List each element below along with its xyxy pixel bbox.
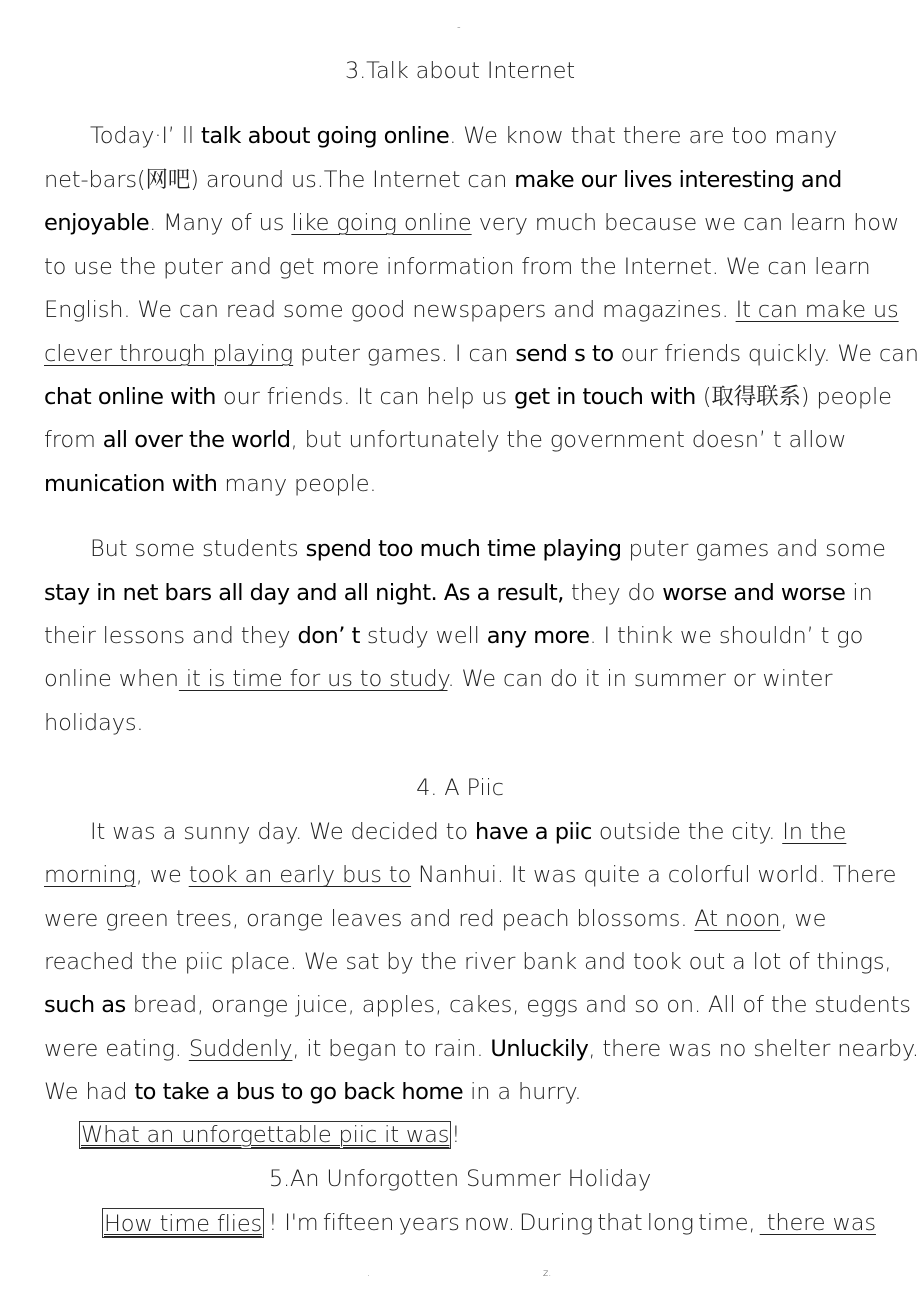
paragraph-line: It was a sunny day. We decided to have a piic outside the city. In the (90, 819, 847, 845)
underlined-phrase: It can make us (735, 297, 899, 323)
boxed-phrase: What an unforgettable piic it was (81, 1122, 450, 1148)
key-phrase: talk about going online (201, 123, 450, 149)
paragraph-line: from all over the world, but unfortunately the government doesn’ t allow (44, 427, 847, 453)
paragraph-line: Today·I’ ll talk about going online. We know that there are too many (90, 123, 838, 149)
key-phrase: get in touch with (514, 384, 696, 410)
key-phrase: munication with (44, 471, 218, 497)
key-phrase: any more (486, 623, 590, 649)
paragraph-line: their lessons and they don’ t study well any more. I think we shouldn’ t go (44, 623, 864, 649)
underlined-phrase: In the (782, 819, 847, 845)
paragraph-line: We had to take a bus to go back home in a hurry. (44, 1079, 582, 1105)
key-phrase: stay in net bars all day and all night (44, 580, 431, 606)
paragraph-line: But some students spend too much time playing puter games and some (90, 536, 886, 562)
paragraph-line: chat online with our friends. It can help us get in touch with (取得联系) people (44, 384, 892, 410)
key-phrase: make our lives interesting and (514, 167, 842, 193)
paragraph-line: online when it is time for us to study. We can do it in summer or winter (44, 666, 833, 692)
paragraph-line: net-bars(网吧) around us.The Internet can make our lives interesting and (44, 167, 842, 193)
boxed-phrase: How time flies (102, 1208, 264, 1238)
underlined-phrase: At noon (694, 906, 781, 932)
key-phrase: Unluckily (490, 1036, 589, 1062)
paragraph-line: morning, we took an early bus to Nanhui. It was quite a colorful world. There (44, 862, 897, 888)
key-phrase: to take a bus to go back home (134, 1079, 464, 1105)
paragraph-line: How time flies ! I'm fifteen years now. During that long time, there was (104, 1210, 876, 1237)
paragraph-line: reached the piic place. We sat by the river bank and took out a lot of things, (44, 949, 892, 975)
paragraph-line: were eating. Suddenly, it began to rain. Unluckily, there was no shelter nearby. (44, 1036, 919, 1062)
paragraph-line: holidays. (44, 710, 144, 736)
key-phrase: As a result, (443, 580, 564, 606)
section-title-internet: 3.Talk about Internet (345, 58, 575, 84)
key-phrase: don’ t (297, 623, 360, 649)
key-phrase: have a piic (474, 819, 592, 845)
key-phrase: worse and worse (662, 580, 846, 606)
paragraph-line: enjoyable. Many of us like going online very much because we can learn how (44, 210, 900, 236)
underlined-phrase: it is time for us to study (178, 666, 448, 692)
underlined-phrase: clever through playing (44, 341, 294, 367)
paragraph-line: English. We can read some good newspapers and magazines. It can make us (44, 297, 899, 323)
paragraph-line: were green trees, orange leaves and red peach blossoms. At noon, we (44, 906, 827, 932)
paragraph-line: to use the puter and get more information from the Internet. We can learn (44, 254, 871, 280)
underlined-phrase: there was (759, 1210, 876, 1236)
key-phrase: send s to (515, 341, 614, 367)
underlined-phrase: Suddenly (188, 1036, 293, 1062)
header-mark: - (457, 22, 461, 33)
underlined-phrase: like going online (291, 210, 472, 236)
key-phrase: such as (44, 992, 126, 1018)
section-title-picnic: 4. A Piic (416, 775, 504, 801)
key-phrase: spend too much time playing (305, 536, 622, 562)
paragraph-line: such as bread, orange juice, apples, cakes, eggs and so on. All of the students (44, 992, 911, 1018)
key-phrase: chat online with (44, 384, 216, 410)
paragraph-line: stay in net bars all day and all night. As a result, they do worse and worse in (44, 580, 873, 606)
key-phrase: enjoyable (44, 210, 150, 236)
footer-right-mark: z. (543, 1268, 552, 1279)
section-title-summer-holiday: 5.An Unforgotten Summer Holiday (268, 1166, 652, 1192)
underlined-phrase: took an early bus to (188, 862, 412, 888)
paragraph-line: clever through playing puter games. I can send s to our friends quickly. We can (44, 341, 919, 367)
footer-left-mark: . (367, 1268, 371, 1279)
key-phrase: all over the world (102, 427, 291, 453)
paragraph-line: munication with many people. (44, 471, 377, 497)
paragraph-line: What an unforgettable piic it was! (81, 1122, 461, 1148)
underlined-phrase: morning (44, 862, 136, 888)
